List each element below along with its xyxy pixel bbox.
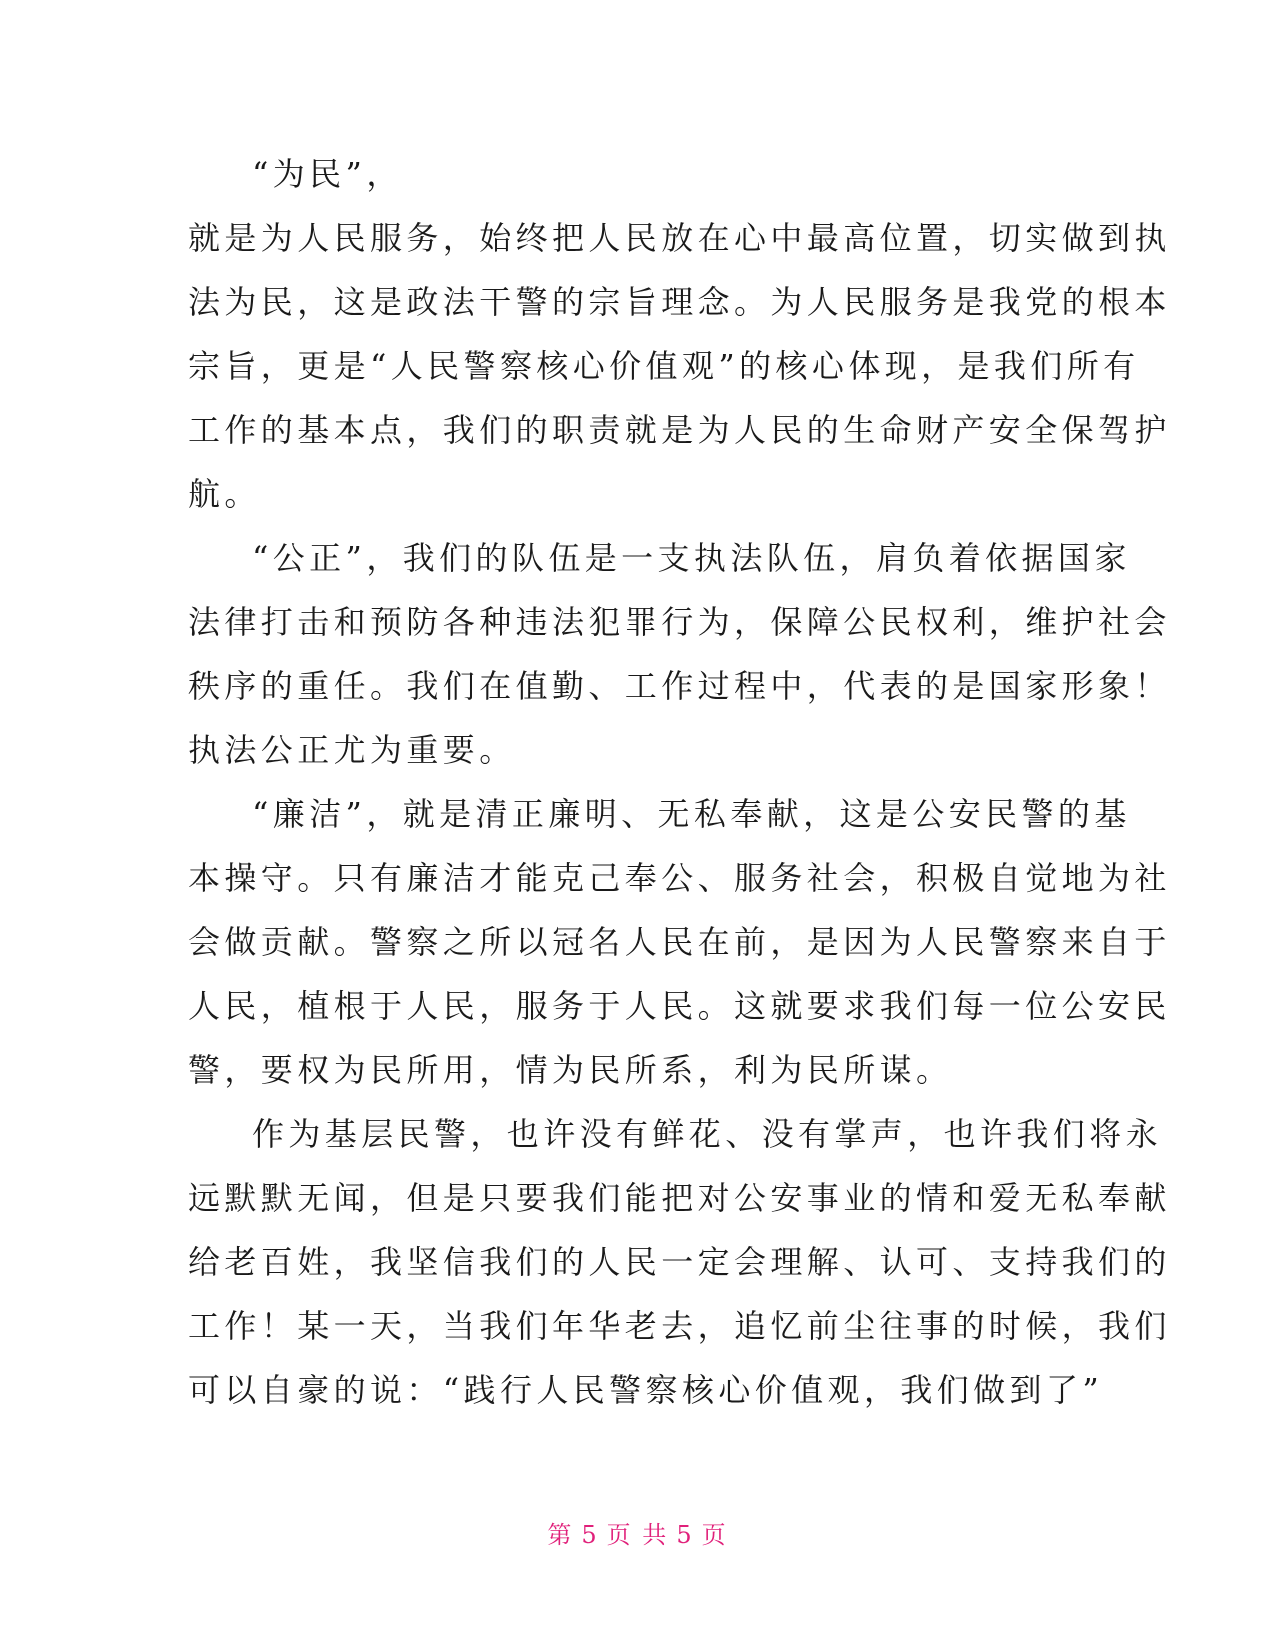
text-line: 秩序的重任。我们在值勤、工作过程中，代表的是国家形象！ <box>188 667 1171 705</box>
page-label-prefix: 第 <box>547 1521 574 1549</box>
text-line: 会做贡献。警察之所以冠名人民在前，是因为人民警察来自于 <box>188 923 1171 961</box>
paragraph-wei-min <box>188 206 1171 526</box>
text-line: 本操守。只有廉洁才能克己奉公、服务社会，积极自觉地为社 <box>188 859 1171 897</box>
text-line: 法为民，这是政法干警的宗旨理念。为人民服务是我党的根本 <box>188 283 1171 321</box>
page-label-suffix: 页 <box>701 1521 728 1549</box>
page-label-mid: 页 共 <box>606 1521 669 1549</box>
text-line: 执法公正尤为重要。 <box>188 731 516 769</box>
text-line: 作为基层民警，也许没有鲜花、没有掌声，也许我们将永 <box>252 1115 1163 1153</box>
text-line: 宗旨，更是“人民警察核心价值观”的核心体现，是我们所有 <box>188 347 1140 385</box>
current-page-number: 5 <box>581 1521 599 1549</box>
text-line: “公正”，我们的队伍是一支执法队伍，肩负着依据国家 <box>252 539 1131 577</box>
text-line: “廉洁”，就是清正廉明、无私奉献，这是公安民警的基 <box>252 795 1131 833</box>
text-line: 警，要权为民所用，情为民所系，利为民所谋。 <box>188 1051 953 1089</box>
text-line: 航。 <box>188 475 261 513</box>
text-line: 人民，植根于人民，服务于人民。这就要求我们每一位公安民 <box>188 987 1171 1025</box>
paragraph-gong-zheng <box>188 526 1171 782</box>
paragraph-lian-jie <box>188 782 1171 1102</box>
document-body <box>188 142 1171 1422</box>
text-line: 可以自豪的说：“践行人民警察核心价值观，我们做到了” <box>188 1371 1104 1409</box>
text-line: 工作的基本点，我们的职责就是为人民的生命财产安全保驾护 <box>188 411 1171 449</box>
text-line: 远默默无闻，但是只要我们能把对公安事业的情和爱无私奉献 <box>188 1179 1171 1217</box>
text-line: 工作！某一天，当我们年华老去，追忆前尘往事的时候，我们 <box>188 1307 1171 1345</box>
text-line: 给老百姓，我坚信我们的人民一定会理解、认可、支持我们的 <box>188 1243 1171 1281</box>
text-line: 就是为人民服务，始终把人民放在心中最高位置，切实做到执 <box>188 219 1171 257</box>
page-number-footer <box>0 1520 1275 1550</box>
text-line: 法律打击和预防各种违法犯罪行为，保障公民权利，维护社会 <box>188 603 1171 641</box>
paragraph-conclusion <box>188 1102 1171 1422</box>
paragraph-wei-min-title <box>188 142 1078 206</box>
total-page-count: 5 <box>676 1521 694 1549</box>
text-line: “为民”， <box>252 155 403 193</box>
